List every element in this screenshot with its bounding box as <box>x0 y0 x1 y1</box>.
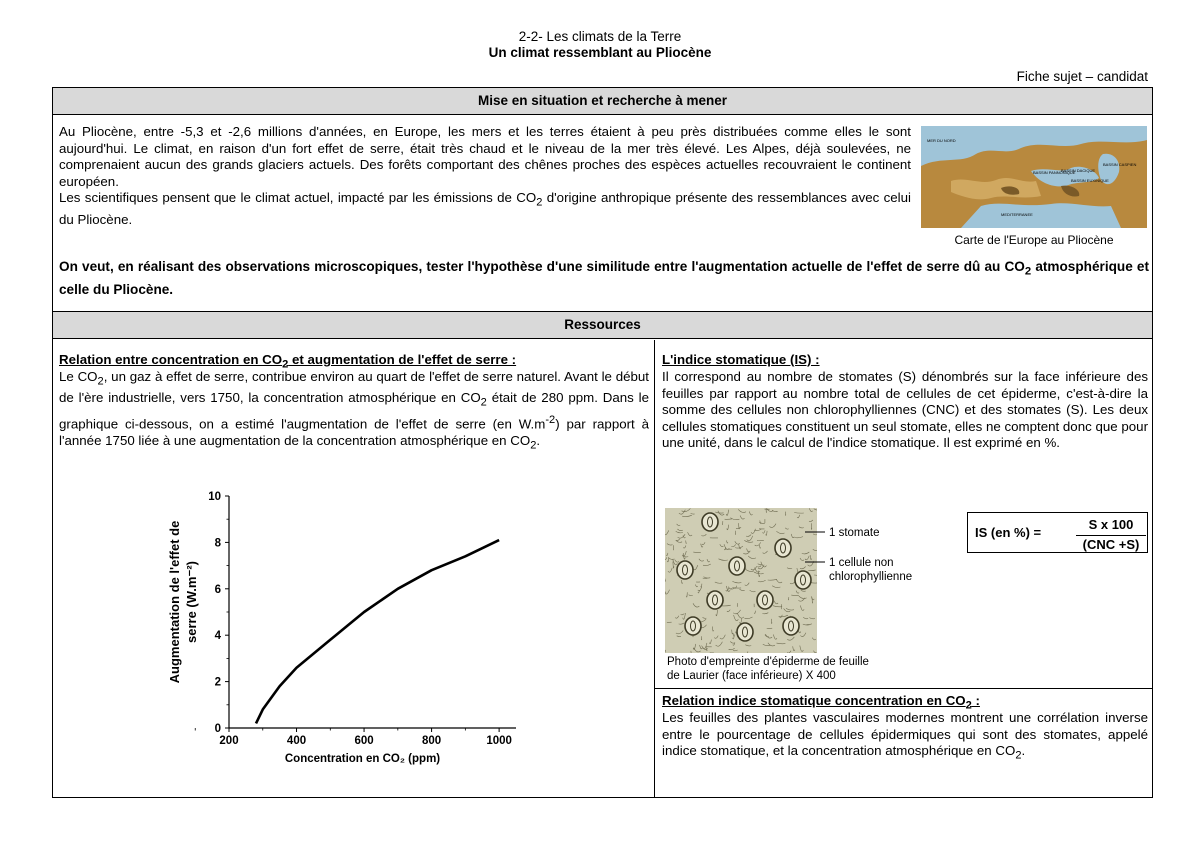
x-axis-label: Concentration en CO₂ (ppm) <box>284 753 441 765</box>
stomate <box>702 513 718 531</box>
non-chlorophyll-cell-label-1: 1 cellule non <box>829 557 894 569</box>
situation-paragraph-2: Les scientifiques pensent que le climat actuel, impacté par les émissions de $CO_2$ d'origine anthropique présente des ressemblances avec celui du Pliocène. <box>59 190 911 227</box>
formula-numerator: S x 100 <box>1076 517 1146 536</box>
leaf-epidermis-photo <box>665 508 817 653</box>
map-caption: Carte de l'Europe au Pliocène <box>954 233 1114 248</box>
research-question: On veut, en réalisant des observations microscopiques, tester l'hypothèse d'une similitude entre l'augmentation actuelle de l'effet de serre dû au $CO_2$ atmosphérique et celle du Pliocène. <box>59 259 1149 297</box>
stomatal-index-formula <box>967 512 1148 553</box>
x-tick-label: 400 <box>286 735 307 747</box>
y-tick-label: 0 <box>214 723 221 735</box>
x-tick-label: 600 <box>354 735 374 747</box>
europe-pliocene-map <box>921 126 1147 228</box>
resources-band: Ressources <box>53 311 1152 339</box>
non-chlorophyll-cell-label-2: chlorophyllienne <box>829 571 913 583</box>
co2-greenhouse-text: Le $CO_2$, un gaz à effet de serre, contribue environ au quart de l'effet de serre naturel. Avant le début de l'ère industrielle, vers 1750, la concentration atmosphérique en $CO_2$ était de 280 ppm. Dans le graphique ci-dessous, on a estimé l'augmentation de l'effet de serre (en $W.m^{-2}$) par rapport à l'année 1750 liée à une augmentation de la concentration atmosphérique en $CO_2$. <box>59 369 650 452</box>
stomate-label: 1 stomate <box>829 527 880 539</box>
stomatal-co2-relation-title: Relation indice stomatique concentration en $CO_2$ : <box>662 693 980 712</box>
x-tick-label: 200 <box>219 735 239 747</box>
formula-denominator: (CNC +S) <box>1082 536 1140 552</box>
formula-fraction <box>1076 517 1146 554</box>
situation-band: Mise en situation et recherche à mener <box>53 88 1152 115</box>
stomate <box>737 623 753 641</box>
y-axis-label-line2: serre (W.m⁻²) <box>184 561 199 643</box>
header-subtitle: 2-2- Les climats de la Terre <box>518 29 682 44</box>
map-label-mediterranean: MEDITERRANEE <box>1001 212 1033 217</box>
situation-paragraph-1: Au Pliocène, entre -5,3 et -2,6 millions d'années, en Europe, les mers et les terres étaient à peu près distribuées comme elles le sont aujourd'hui. Le climat, en raison d'un fort effet de serre, était très chaud et le niveau de la mer très élevé. Les Alpes, déjà soulevées, ne comprenaient aucun des grands glaciers actuels. Des forêts comportant des chênes proches des espèces actuelles recouvraient le continent européen. <box>59 124 911 189</box>
stomate <box>729 557 745 575</box>
stomate <box>677 561 693 579</box>
sheet-type-label: Fiche sujet – candidat <box>1016 69 1148 84</box>
annotation-lines <box>805 508 827 568</box>
stomate <box>783 617 799 635</box>
stomate <box>795 571 811 589</box>
map-label-dacic: BASSIN DACIQUE <box>1061 168 1096 173</box>
co2-greenhouse-title: Relation entre concentration en $CO_2$ et augmentation de l'effet de serre : <box>59 352 517 371</box>
stomate <box>685 617 701 635</box>
stomate <box>775 539 791 557</box>
formula-lhs: IS (en %) = <box>975 525 1042 540</box>
situation-text <box>59 124 911 228</box>
stomate <box>757 591 773 609</box>
y-tick-label: 8 <box>214 537 221 550</box>
x-tick-label: 1000 <box>486 735 512 747</box>
map-label-euxinic: BASSIN EUXINIQUE <box>1071 178 1109 183</box>
greenhouse-vs-co2-chart <box>163 478 543 768</box>
europe-map-figure <box>919 126 1149 249</box>
map-label-north-sea: MER DU NORD <box>927 138 956 143</box>
page-title: Un climat ressemblant au Pliocène <box>488 45 712 60</box>
section-divider <box>655 688 1152 689</box>
stomatal-index-title: L'indice stomatique (IS) : <box>662 352 820 367</box>
stomatal-co2-relation-text: Les feuilles des plantes vasculaires modernes montrent une corrélation inverse entre le pourcentage de cellules épidermiques qui sont des stomates, appelé indice stomatique, et la concentration atmosphérique en $CO_2$. <box>662 710 1148 762</box>
stomate <box>707 591 723 609</box>
y-tick-label: 10 <box>208 491 221 503</box>
map-label-caspian: BASSIN CASPIEN <box>1103 162 1137 167</box>
stomatal-index-text: Il correspond au nombre de stomates (S) dénombrés sur la face inférieure des feuilles par rapport au nombre total de cellules de cet épiderme, c'est-à-dire la somme des cellules non chlorophylliennes (CNC) et des stomates (S). Les deux cellules stomatiques constituent un seul stomate, elles ne comptent donc que pour une unité, dans le calcul de l'indice stomatique. Il est exprimé en %. <box>662 369 1148 451</box>
y-axis-label-line1: Augmentation de l'effet de <box>167 520 182 684</box>
map-label-pannonian: BASSIN PANNONIQUE <box>1033 170 1076 175</box>
worksheet-frame <box>52 87 1153 798</box>
leaf-photo-caption: Photo d'empreinte d'épiderme de feuille de Laurier (face inférieure) X 400 <box>667 656 869 682</box>
resource-stomatal-index <box>655 340 1152 798</box>
y-tick-label: 4 <box>214 630 221 643</box>
x-tick-label: 800 <box>421 735 442 747</box>
resource-co2-greenhouse <box>53 340 655 798</box>
y-tick-label: 6 <box>214 583 221 596</box>
y-tick-label: 2 <box>214 676 221 689</box>
series-line <box>256 540 499 723</box>
